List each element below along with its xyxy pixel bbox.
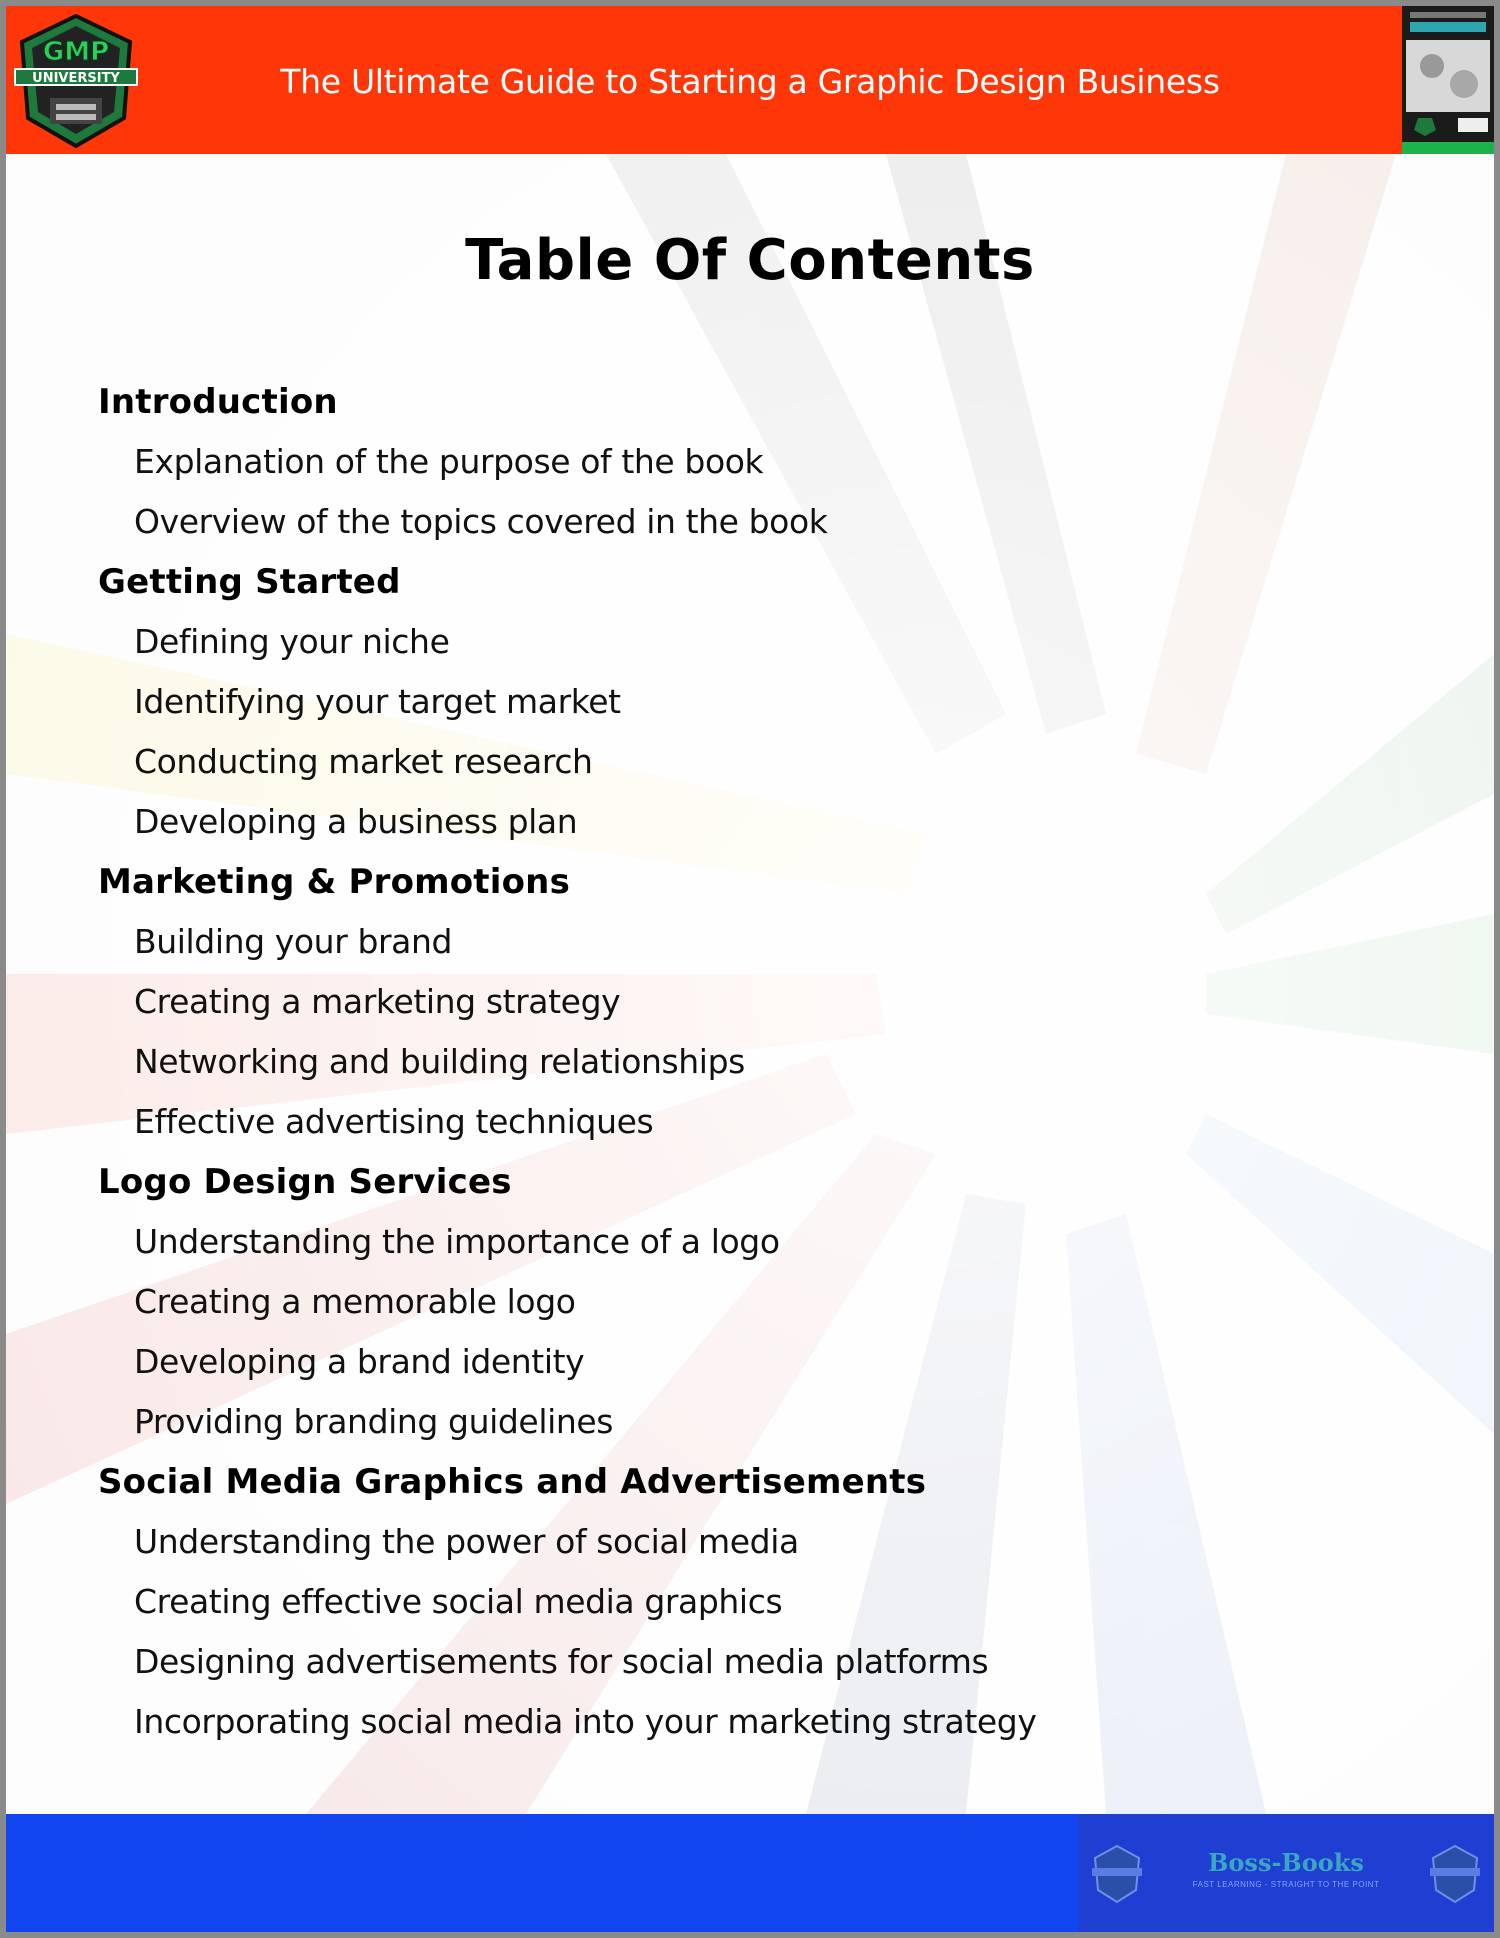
- gmp-university-logo-icon: [14, 14, 138, 148]
- footer-badge-subtitle: FAST LEARNING - STRAIGHT TO THE POINT: [1192, 1880, 1380, 1889]
- toc-section-heading[interactable]: Marketing & Promotions: [98, 862, 571, 902]
- boss-books-banner-icon: [1078, 1814, 1494, 1932]
- toc-section-heading[interactable]: Logo Design Services: [98, 1162, 512, 1202]
- document-page: [6, 6, 1494, 1932]
- toc-item[interactable]: Overview of the topics covered in the book: [134, 502, 828, 541]
- book-cover-thumbnail-icon: [1402, 6, 1494, 154]
- toc-item[interactable]: Building your brand: [134, 922, 453, 961]
- footer-bar: [6, 1814, 1494, 1932]
- toc-item[interactable]: Creating a marketing strategy: [134, 982, 621, 1021]
- toc-item[interactable]: Networking and building relationships: [134, 1042, 745, 1081]
- toc-section-heading[interactable]: Social Media Graphics and Advertisements: [98, 1462, 927, 1502]
- toc-item[interactable]: Designing advertisements for social media platforms: [134, 1642, 989, 1681]
- table-of-contents: [98, 372, 1398, 1752]
- footer-badge-title: Boss-Books: [1208, 1848, 1364, 1877]
- toc-item[interactable]: Effective advertising techniques: [134, 1102, 654, 1141]
- svg-text:GMP: GMP: [42, 37, 110, 67]
- toc-item[interactable]: Developing a business plan: [134, 802, 578, 841]
- toc-item[interactable]: Explanation of the purpose of the book: [134, 442, 764, 481]
- toc-item[interactable]: Identifying your target market: [134, 682, 621, 721]
- toc-item[interactable]: Incorporating social media into your marketing strategy: [134, 1702, 1037, 1741]
- toc-item[interactable]: Creating effective social media graphics: [134, 1582, 783, 1621]
- header-title: The Ultimate Guide to Starting a Graphic Design Business: [280, 62, 1220, 101]
- toc-item[interactable]: Understanding the power of social media: [134, 1522, 799, 1561]
- toc-section-heading[interactable]: Introduction: [98, 382, 338, 422]
- header-bar: [6, 6, 1494, 154]
- toc-item[interactable]: Developing a brand identity: [134, 1342, 585, 1381]
- toc-section-heading[interactable]: Getting Started: [98, 562, 401, 602]
- toc-item[interactable]: Understanding the importance of a logo: [134, 1222, 780, 1261]
- toc-title: Table Of Contents: [465, 228, 1035, 293]
- toc-item[interactable]: Providing branding guidelines: [134, 1402, 614, 1441]
- toc-item[interactable]: Conducting market research: [134, 742, 593, 781]
- toc-item[interactable]: Defining your niche: [134, 622, 450, 661]
- svg-text:UNIVERSITY: UNIVERSITY: [32, 71, 120, 86]
- toc-item[interactable]: Creating a memorable logo: [134, 1282, 576, 1321]
